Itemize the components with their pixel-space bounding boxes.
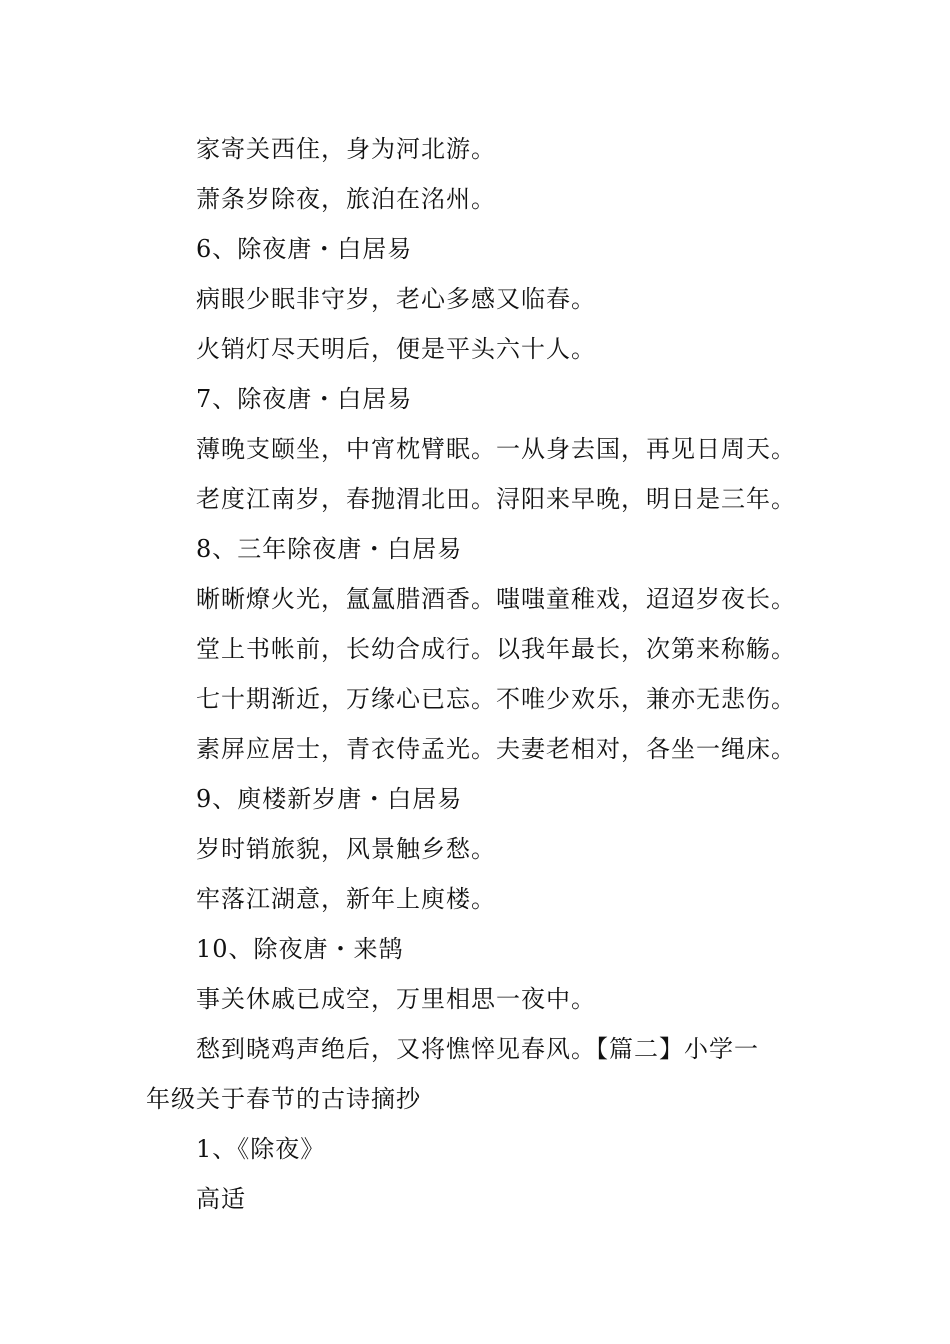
poem-line: 老度江南岁，春抛渭北田。浔阳来早晚，明日是三年。 <box>196 485 796 513</box>
poem-line: 薄晚支颐坐，中宵枕臂眠。一从身去国，再见日周天。 <box>196 435 796 463</box>
poem-line: 岁时销旅貌，风景触乡愁。 <box>196 835 496 863</box>
poem-line: 火销灯尽天明后，便是平头六十人。 <box>196 335 596 363</box>
poem-line: 牢落江湖意，新年上庾楼。 <box>196 885 496 913</box>
poem-line: 七十期渐近，万缘心已忘。不唯少欢乐，兼亦无悲伤。 <box>196 685 796 713</box>
poem-line: 萧条岁除夜，旅泊在洺州。 <box>196 185 496 213</box>
poem-heading: 10、除夜唐・来鹄 <box>196 935 404 963</box>
poem-line: 素屏应居士，青衣侍孟光。夫妻老相对，各坐一绳床。 <box>196 735 796 763</box>
poem-heading: 8、三年除夜唐・白居易 <box>196 535 463 563</box>
poem-line: 家寄关西住，身为河北游。 <box>196 135 496 163</box>
poem-heading: 6、除夜唐・白居易 <box>196 235 413 263</box>
poem-line: 堂上书帐前，长幼合成行。以我年最长，次第来称觞。 <box>196 635 796 663</box>
poem-heading: 1、《除夜》 <box>196 1135 326 1163</box>
poem-heading: 9、庾楼新岁唐・白居易 <box>196 785 463 813</box>
poem-line: 病眼少眠非守岁，老心多感又临春。 <box>196 285 596 313</box>
poem-line: 愁到晓鸡声绝后，又将憔悴见春风。【篇二】小学一 <box>196 1035 759 1063</box>
section-title-continuation: 年级关于春节的古诗摘抄 <box>146 1085 421 1113</box>
poem-heading: 7、除夜唐・白居易 <box>196 385 413 413</box>
poem-line: 事关休戚已成空，万里相思一夜中。 <box>196 985 596 1013</box>
poem-author: 高适 <box>196 1185 246 1213</box>
poem-line: 晰晰燎火光，氲氲腊酒香。嗤嗤童稚戏，迢迢岁夜长。 <box>196 585 796 613</box>
